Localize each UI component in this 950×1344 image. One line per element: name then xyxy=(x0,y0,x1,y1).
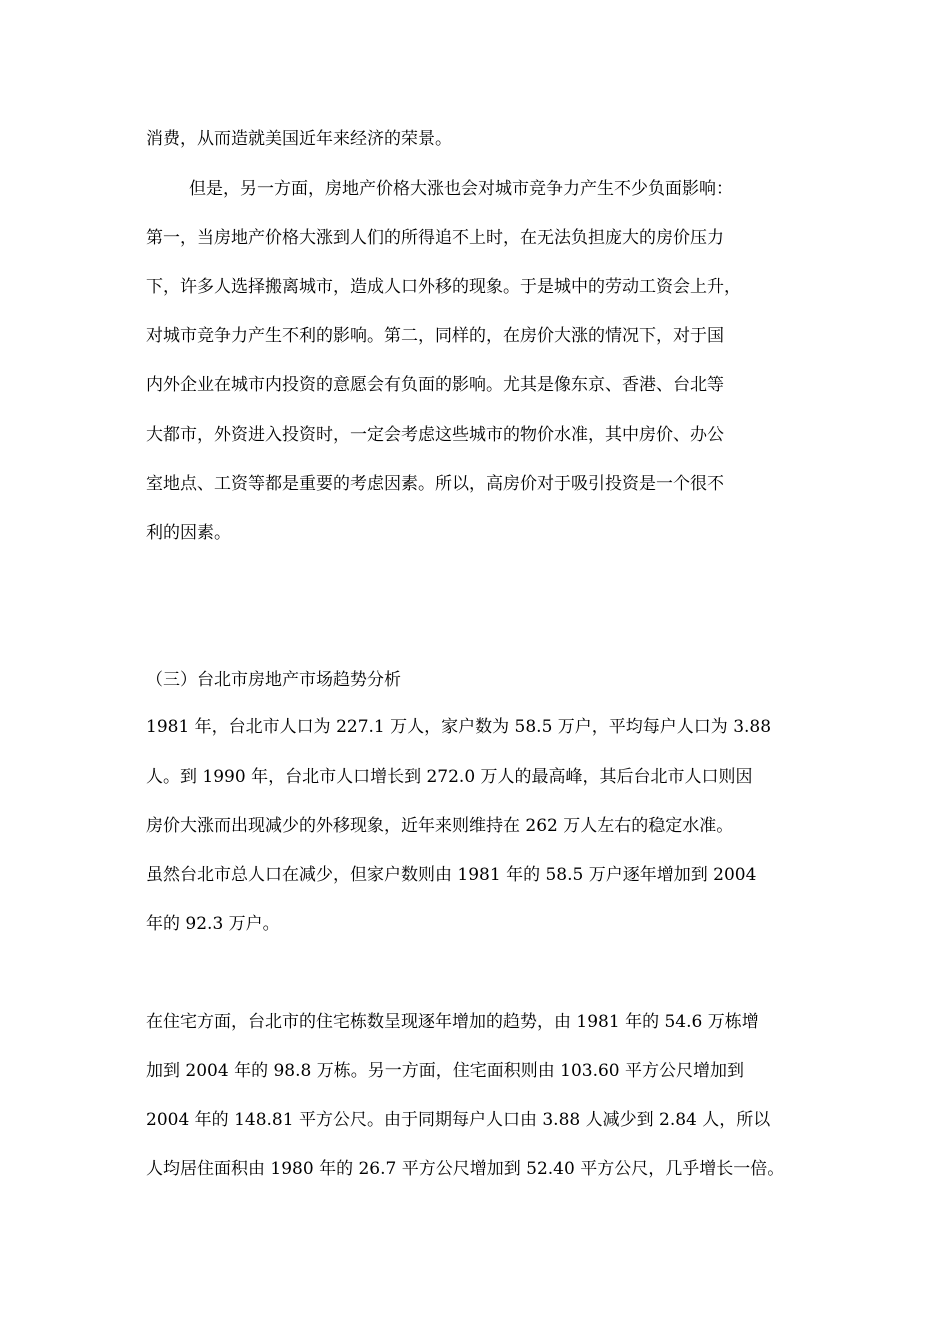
text-line: 加到 2004 年的 98.8 万栋。另一方面，住宅面积则由 103.60 平方公尺增加到 xyxy=(146,1061,745,1081)
text-line: 第一，当房地产价格大涨到人们的所得追不上时，在无法负担庞大的房价压力 xyxy=(146,228,724,248)
text-line: 室地点、工资等都是重要的考虑因素。所以，高房价对于吸引投资是一个很不 xyxy=(146,474,724,494)
text-line: 年的 92.3 万户。 xyxy=(146,914,280,934)
text-line: 虽然台北市总人口在减少，但家户数则由 1981 年的 58.5 万户逐年增加到 2004 xyxy=(146,865,757,885)
text-line: 消费，从而造就美国近年来经济的荣景。 xyxy=(146,129,452,149)
text-line: 内外企业在城市内投资的意愿会有负面的影响。尤其是像东京、香港、台北等 xyxy=(146,375,724,395)
text-line: 利的因素。 xyxy=(146,523,231,543)
text-line: 1981 年，台北市人口为 227.1 万人，家户数为 58.5 万户，平均每户人口为 3.88 xyxy=(146,717,772,737)
text-line: 人均居住面积由 1980 年的 26.7 平方公尺增加到 52.40 平方公尺，几乎增长一倍。 xyxy=(146,1159,785,1179)
text-line: 房价大涨而出现减少的外移现象，近年来则维持在 262 万人左右的稳定水准。 xyxy=(146,816,734,836)
text-line: 对城市竞争力产生不利的影响。第二，同样的，在房价大涨的情况下，对于国 xyxy=(146,326,724,346)
text-line: 2004 年的 148.81 平方公尺。由于同期每户人口由 3.88 人减少到 2.84 人，所以 xyxy=(146,1110,771,1130)
text-line: 但是，另一方面，房地产价格大涨也会对城市竞争力产生不少负面影响： xyxy=(189,179,733,199)
text-line: 大都市，外资进入投资时，一定会考虑这些城市的物价水准，其中房价、办公 xyxy=(146,425,724,445)
text-line: 在住宅方面，台北市的住宅栋数呈现逐年增加的趋势，由 1981 年的 54.6 万栋增 xyxy=(146,1012,759,1032)
text-line: 下，许多人选择搬离城市，造成人口外移的现象。于是城中的劳动工资会上升， xyxy=(146,277,741,297)
section-heading: （三）台北市房地产市场趋势分析 xyxy=(146,670,401,690)
text-line: 人。到 1990 年，台北市人口增长到 272.0 万人的最高峰，其后台北市人口则因 xyxy=(146,767,753,787)
